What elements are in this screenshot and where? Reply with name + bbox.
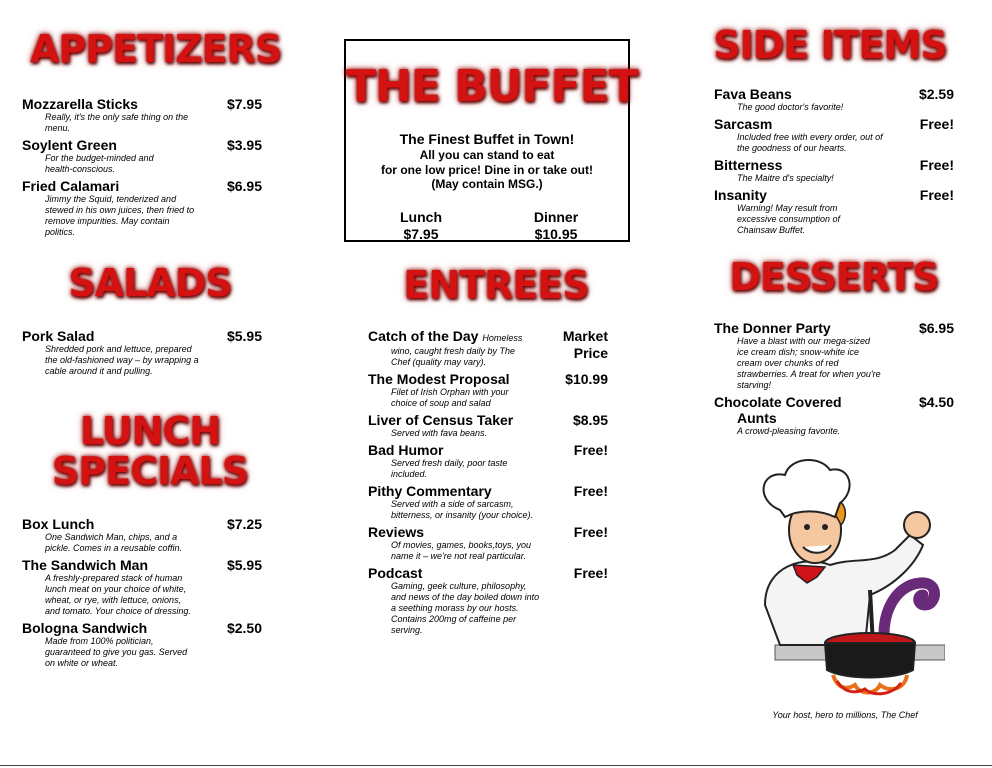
item-price: Free! [573, 565, 608, 581]
salads-section [22, 261, 262, 377]
item-name: Bitterness [714, 157, 783, 173]
buffet-tagline: The Finest Buffet in Town! [399, 131, 575, 147]
item-name: Fava Beans [714, 86, 792, 102]
item-name: Pithy Commentary [368, 483, 492, 499]
dinner-price: $10.95 [534, 226, 578, 242]
menu-item [714, 157, 954, 184]
item-description: Served with fava beans. [391, 428, 488, 438]
item-price: $6.95 [918, 320, 954, 336]
item-price: $4.50 [918, 394, 954, 410]
menu-item [368, 483, 608, 521]
menu-item [22, 557, 262, 617]
menu-item [22, 516, 262, 554]
item-name: Sarcasm [714, 116, 773, 132]
item-price: Free! [573, 524, 608, 540]
item-name-text: Catch of the Day [368, 328, 479, 344]
item-description: Filet of Irish Orphan with your choice of soup and salad [391, 387, 509, 408]
item-description: Included free with every order, out of the goodness of our hearts. [737, 132, 883, 153]
item-description: Really, it's the only safe thing on the menu. [45, 112, 189, 133]
menu-item [714, 320, 954, 391]
side-items-section [713, 23, 954, 236]
item-description: For the budget-minded and health-conscious. [45, 153, 154, 174]
item-description: wino, caught fresh daily by The Chef (quality may vary). [391, 346, 516, 367]
salads-heading: SALADS [68, 261, 232, 305]
lunch-specials-heading-line1: LUNCH [79, 409, 221, 453]
appetizers-heading: APPETIZERS [30, 27, 282, 71]
item-description: Shredded pork and lettuce, prepared the old-fashioned way – by wrapping a cable around it and pulling. [45, 344, 199, 376]
menu-item [714, 116, 954, 154]
item-price: $2.59 [918, 86, 954, 102]
lunch-price: $7.95 [403, 226, 439, 242]
menu-item [368, 371, 608, 409]
item-description: Jimmy the Squid, tenderized and stewed in his own juices, then fried to remove impurities. May contain politics. [45, 194, 195, 237]
item-price: Free! [573, 442, 608, 458]
item-name: The Sandwich Man [22, 557, 149, 573]
menu-item [714, 187, 954, 236]
item-name: Box Lunch [22, 516, 95, 532]
chef-illustration [745, 455, 945, 700]
buffet-line-2: for one low price! Dine in or take out! [380, 163, 593, 177]
item-price: $8.95 [572, 412, 608, 428]
item-price: $7.25 [226, 516, 262, 532]
item-name: Soylent Green [22, 137, 117, 153]
lunch-specials-section [22, 409, 262, 669]
item-name: Chocolate Covered [714, 394, 842, 410]
buffet-box [344, 39, 638, 242]
item-name: Bad Humor [368, 442, 444, 458]
item-name: Pork Salad [22, 328, 95, 344]
entrees-heading: ENTREES [403, 263, 589, 307]
item-name: Fried Calamari [22, 178, 120, 194]
page-bottom-rule [0, 765, 992, 766]
item-name: Podcast [368, 565, 423, 581]
item-description: Warning! May result from excessive consumption of Chainsaw Buffet. [737, 203, 841, 235]
dinner-label: Dinner [533, 209, 579, 225]
chef-caption: Your host, hero to millions, The Chef [772, 710, 918, 720]
item-description: The good doctor's favorite! [737, 102, 844, 112]
item-price: Market [562, 328, 608, 344]
menu-item [22, 137, 262, 175]
item-name: Bologna Sandwich [22, 620, 148, 636]
menu-item [714, 86, 954, 113]
item-description: Served fresh daily, poor taste included. [391, 458, 508, 479]
item-price: $2.50 [226, 620, 262, 636]
item-name-line-2: Aunts [737, 410, 777, 426]
item-description: A freshly-prepared stack of human lunch meat on your choice of white, wheat, or rye, with lettuce, onions, and tomato. Your choice of dressing. [45, 573, 191, 616]
menu-item [714, 394, 954, 437]
item-description: Of movies, games, books,toys, you name it – we're not real particular. [391, 540, 532, 561]
item-name: Liver of Census Taker [368, 412, 514, 428]
item-description: Have a blast with our mega-sized ice cream dish; snow-white ice cream over chunks of red strawberries. A treat for when you're starving! [737, 336, 881, 390]
item-description: Gaming, geek culture, philosophy, and news of the day boiled down into a seething morass by our hosts. Contains 200mg of caffeine per serving. [391, 581, 540, 635]
item-price: Free! [919, 116, 954, 132]
item-description: One Sandwich Man, chips, and a pickle. Comes in a reusable coffin. [45, 532, 183, 553]
menu-item [368, 565, 608, 636]
desserts-section [714, 255, 954, 437]
item-price: $5.95 [226, 557, 262, 573]
item-name: Reviews [368, 524, 425, 540]
buffet-line-3: (May contain MSG.) [431, 177, 543, 191]
appetizers-section [22, 27, 282, 238]
side-items-heading: SIDE ITEMS [713, 23, 947, 67]
item-description: Made from 100% politician, guaranteed to give you gas. Served on white or wheat. [45, 636, 188, 668]
item-price: $5.95 [226, 328, 262, 344]
item-name: Insanity [714, 187, 767, 203]
item-price: Free! [919, 187, 954, 203]
item-description: The Maitre d's specialty! [737, 173, 834, 183]
item-price: $10.99 [565, 371, 608, 387]
lunch-label: Lunch [400, 209, 442, 225]
buffet-heading: THE BUFFET [346, 61, 638, 112]
menu-item [22, 96, 262, 134]
buffet-line-1: All you can stand to eat [419, 148, 555, 162]
menu-item [368, 442, 608, 480]
menu-item [368, 412, 608, 439]
menu-item [22, 328, 262, 377]
item-name: The Modest Proposal [368, 371, 510, 387]
menu-item [368, 328, 608, 368]
item-inline-description: Homeless [482, 333, 523, 343]
menu-item [22, 178, 262, 238]
menu-item [22, 620, 262, 669]
item-price: Free! [573, 483, 608, 499]
item-price-line-2: Price [573, 345, 608, 361]
item-price: $7.95 [226, 96, 262, 112]
item-price: $6.95 [226, 178, 262, 194]
desserts-heading: DESSERTS [729, 255, 939, 299]
menu-item [368, 524, 608, 562]
item-description: A crowd-pleasing favorite. [737, 426, 841, 436]
item-name: The Donner Party [714, 320, 831, 336]
item-description: Served with a side of sarcasm, bitterness, or insanity (your choice). [391, 499, 534, 520]
item-price: $3.95 [226, 137, 262, 153]
lunch-specials-heading-line2: SPECIALS [51, 449, 249, 493]
entrees-section [368, 263, 608, 636]
item-name: Mozzarella Sticks [22, 96, 138, 112]
item-price: Free! [919, 157, 954, 173]
